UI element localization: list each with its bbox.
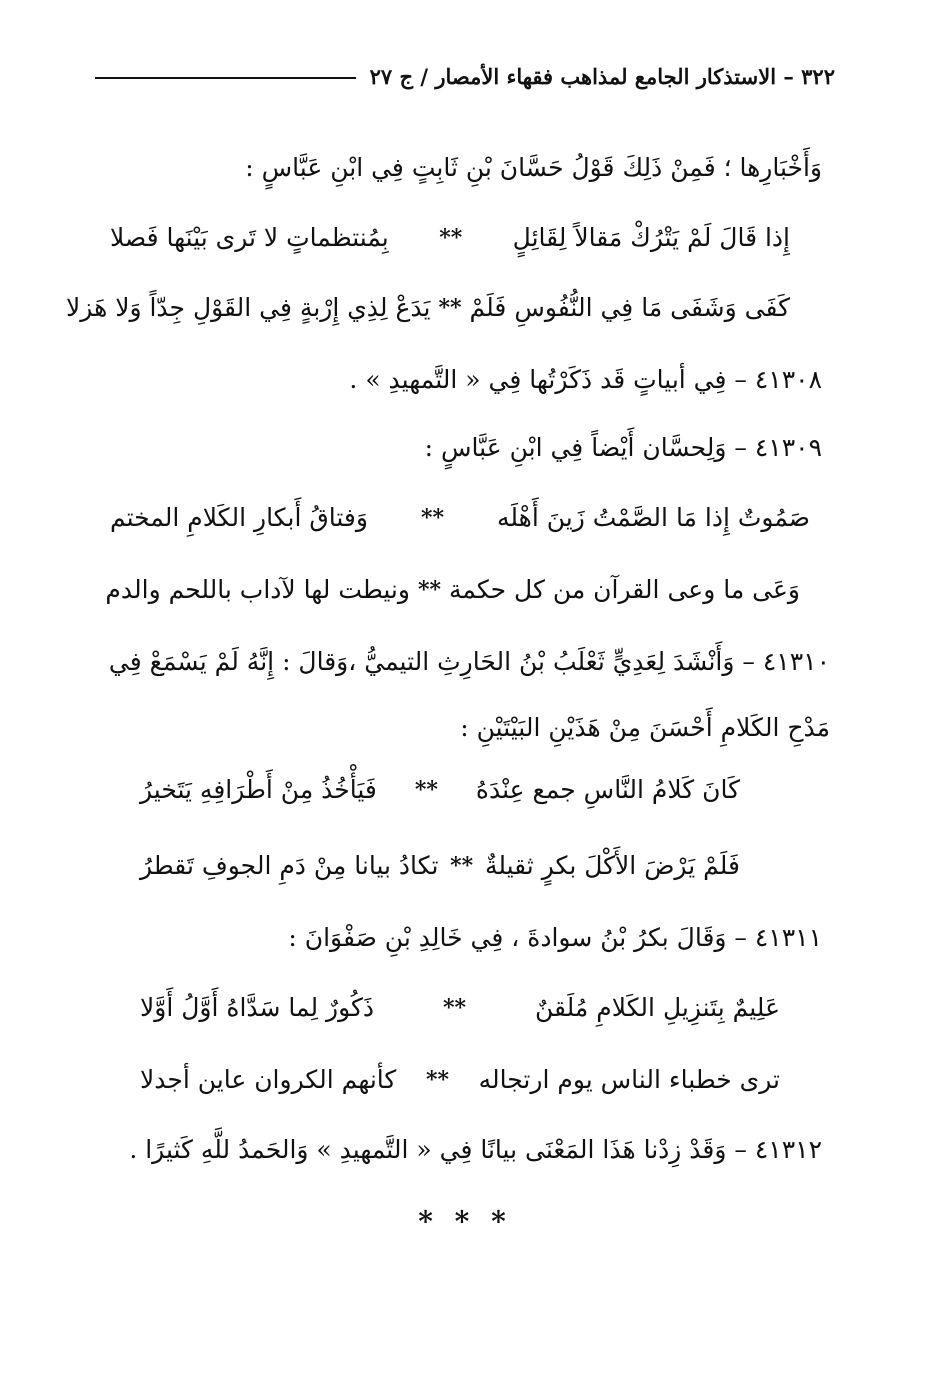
verse-2-first-hemistich: كَفَى وَشَفَى مَا فِي النُّفُوسِ فَلَمْ [469,293,790,322]
verse-separator: ** [425,1067,449,1093]
header-rule [95,77,356,79]
verse-8-first-hemistich: ترى خطباء الناس يوم ارتجاله [478,1065,780,1094]
paragraph-intro: وَأَخْبَارِها ؛ فَمِنْ ذَلِكَ قَوْلُ حَسَّانَ بْنِ ثَابِتٍ فِي ابْنِ عَبَّاسٍ : [245,153,822,182]
verse-line-3 [110,498,810,538]
verse-separator: ** [443,995,467,1021]
verse-separator: ** [417,577,441,603]
verse-line-1 [110,218,790,258]
running-header [95,58,835,94]
paragraph-41310-line-2: مَدْحِ الكَلامِ أَحْسَنَ مِنْ هَذَيْنِ البَيْتَيْنِ : [460,713,830,742]
verse-line-2 [66,288,790,328]
running-title: ٣٢٢ – الاستذكار الجامع لمذاهب فقهاء الأمصار / ج ٢٧ [369,63,835,89]
verse-6-second-hemistich: تكادُ بيانا مِنْ دَمِ الجوفِ تَقطرُ [140,851,439,880]
verse-7-second-hemistich: ذَكُورٌ لِما سَدَّاهُ أَوَّلُ أَوَّلا [140,993,375,1022]
verse-1-first-hemistich: إِذا قَالَ لَمْ يَتْرُكْ مَقالاً لِقَائِلٍ [512,223,790,252]
paragraph-41312: ٤١٣١٢ – وَقَدْ زِدْنا هَذَا المَعْنَى بيانًا فِي « التَّمهيدِ » وَالحَمدُ للَّهِ كَثيرًا . [129,1135,822,1164]
verse-separator: ** [439,225,463,251]
verse-4-first-hemistich: وَعَى ما وعى القرآن من كل حكمة [448,575,800,604]
paragraph-41308: ٤١٣٠٨ – فِي أبياتٍ قَد ذَكَرْتُها فِي « التَّمهيدِ » . [349,365,822,394]
verse-line-5 [140,770,740,810]
section-end-mark: * * * [418,1205,512,1238]
verse-3-first-hemistich: صَمُوتٌ إِذا مَا الصَّمْتُ زَينَ أَهْلَه [496,503,810,532]
paragraph-41310-line-1: ٤١٣١٠ – وَأَنْشَدَ لِعَدِيٍّ ثَعْلَبُ بْنُ الحَارِثِ التيميُّ ،وَقالَ : إِنَّهُ لَمْ يَسْمَعْ فِي [108,647,830,676]
paragraph-41311: ٤١٣١١ – وَقَالَ بكرُ بْنُ سوادةَ ، فِي خَالِدِ بْنِ صَفْوَانَ : [288,923,822,952]
verse-7-first-hemistich: عَلِيمٌ بِتَنزِيلِ الكَلامِ مُلَقنٌ [534,993,780,1022]
verse-2-second-hemistich: يَدَعْ لِذِي إِرْبةٍ فِي القَوْلِ جِدّاً وَلا هَزلا [66,293,431,322]
verse-5-second-hemistich: فَيَأْخُذُ مِنْ أَطْرَافِهِ يَتَخيرُ [140,775,377,804]
verse-separator: ** [414,777,438,803]
verse-line-6 [140,846,740,886]
verse-line-4 [105,570,800,610]
paragraph-41309: ٤١٣٠٩ – وَلِحسَّان أَيْضاً فِي ابْنِ عَبَّاسٍ : [424,433,822,462]
verse-4-second-hemistich: ونيطت لها لآداب باللحم والدم [105,575,410,604]
verse-line-8 [140,1060,780,1100]
verse-1-second-hemistich: بِمُنتظماتٍ لا تَرى بَيْنَها فَصلا [110,223,389,252]
verse-line-7 [140,988,780,1028]
verse-separator: ** [420,505,444,531]
verse-3-second-hemistich: وَفتاقُ أَبكارِ الكَلامِ المختم [110,503,368,532]
verse-separator: ** [450,853,474,879]
verse-separator: ** [438,295,462,321]
verse-6-first-hemistich: فَلَمْ يَرْضَ الأَكْلَ بكرٍ ثقيلةٌ [484,851,740,880]
verse-8-second-hemistich: كأنهم الكروان عاين أجدلا [140,1065,397,1094]
verse-5-first-hemistich: كَانَ كَلامُ النَّاسِ جمع عِنْدَهُ [475,775,740,804]
